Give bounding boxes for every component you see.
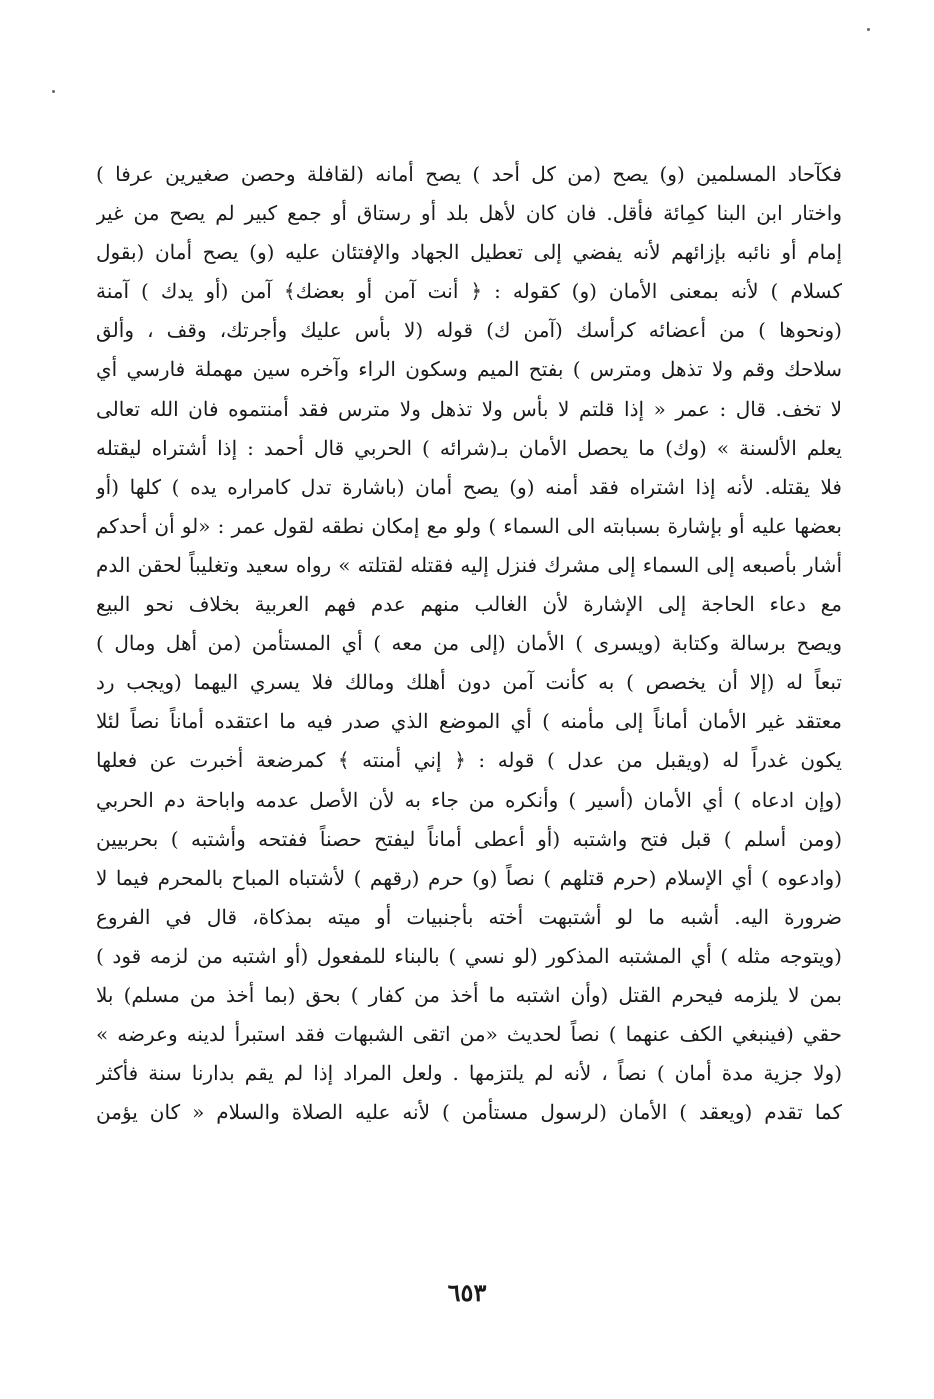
text-line: كسلام ) لأنه بمعنى الأمان (و) كقوله : ﴿ أنت آمن أو بعضك﴾ آمن (أو يدك ) آمنة — [96, 279, 842, 304]
scan-speck — [867, 28, 870, 31]
text-line: بمن لا يلزمه فيحرم القتل (وأن اشتبه ما أخذ من كفار ) بحق (بما أخذ من مسلم) بلا — [96, 982, 842, 1007]
text-line: معتقد غير الأمان أماناً إلى مأمنه ) أي الموضع الذي صدر فيه ما اعتقده أماناً نصاً لئلا — [96, 709, 842, 734]
text-line: بعضها عليه أو بإشارة بسبابته الى السماء ) ولو مع إمكان نطقه لقول عمر : «لو أن أحدكم — [96, 513, 842, 538]
text-line: كما تقدم (ويعقد ) الأمان (لرسول مستأمن ) لأنه عليه الصلاة والسلام « كان يؤمن — [96, 1100, 842, 1125]
text-line: ويصح برسالة وكتابة (ويسرى ) الأمان (إلى من معه ) أي المستأمن (من أهل ومال ) — [96, 631, 842, 656]
text-line: واختار ابن البنا كمِائة فأقل. فان كان لأهل بلد أو رستاق أو جمع كبير لم يصح من غير — [96, 201, 842, 226]
text-line: ضرورة اليه. أشبه ما لو أشتبهت أخته بأجنبيات أو ميته بمذكاة، قال في الفروع — [96, 904, 842, 929]
text-line: فكآحاد المسلمين (و) يصح (من كل أحد ) يصح أمانه (لقافلة وحصن صغيرين عرفا ) — [96, 162, 842, 186]
text-line: (ويتوجه مثله ) أي المشتبه المذكور (لو نسي ) بالبناء للمفعول (أو اشتبه من لزمه قود ) — [96, 943, 842, 968]
scan-speck — [52, 90, 55, 93]
text-line: (ومن أسلم ) قبل فتح واشتبه (أو أعطى أماناً ليفتح حصناً ففتحه وأشتبه ) بحربيين — [96, 826, 842, 851]
text-line: (وإن ادعاه ) أي الأمان (أسير ) وأنكره من جاء به لأن الأصل عدمه واباحة دم الحربي — [96, 787, 842, 812]
body-text — [96, 155, 842, 1132]
text-line: إمام أو نائبه بإزائهم لأنه يفضي إلى تعطيل الجهاد والإفتئان عليه (و) يصح أمان (بقول — [96, 240, 842, 265]
page-number: ٦٥٣ — [447, 1278, 487, 1307]
text-line: (ونحوها ) من أعضائه كرأسك (آمن ك) قوله (لا بأس عليك وأجرتك، وقف ، وألق — [96, 318, 842, 343]
text-line: فلا يقتله. لأنه إذا اشتراه فقد أمنه (و) يصح أمان (باشارة تدل كامراره يده ) كلها (أو — [96, 474, 842, 499]
text-line: سلاحك وقم ولا تذهل ومترس ) بفتح الميم وسكون الراء وآخره سين مهملة فارسي أي — [96, 357, 842, 382]
text-line: يعلم الألسنة » (وك) ما يحصل الأمان بـ(شرائه ) الحربي قال أحمد : إذا أشتراه ليقتله — [96, 435, 842, 460]
text-line: مع دعاء الحاجة إلى الإشارة لأن الغالب منهم عدم فهم العربية بخلاف نحو البيع — [96, 592, 842, 617]
text-line: يكون غدراً له (ويقبل من عدل ) قوله : ﴿ إني أمنته ﴾ كمرضعة أخبرت عن فعلها — [96, 748, 842, 773]
text-line: أشار بأصبعه إلى السماء إلى مشرك فنزل إليه فقتله لقتلته » رواه سعيد وتغليباً لحقن الدم — [96, 552, 842, 577]
text-line: (وادعوه ) أي الإسلام (حرم قتلهم ) نصاً (و) حرم (رقهم ) لأشتباه المباح بالمحرم فيما لا — [96, 865, 842, 890]
text-line: تبعاً له (إلا أن يخصص ) به كأنت آمن دون أهلك ومالك فلا يسري اليهما (ويجب رد — [96, 670, 842, 695]
text-line: حقي (فينبغي الكف عنهما ) نصاً لحديث «من اتقى الشبهات فقد استبرأ لدينه وعرضه » — [96, 1022, 842, 1047]
text-line: (ولا جزية مدة أمان ) نصاً ، لأنه لم يلتزمها . ولعل المراد إذا لم يقم بدارنا سنة فأكثر — [96, 1061, 842, 1086]
text-line: لا تخف. قال : عمر « إذا قلتم لا بأس ولا تذهل ولا مترس فقد أمنتموه فان الله تعالى — [96, 396, 842, 421]
